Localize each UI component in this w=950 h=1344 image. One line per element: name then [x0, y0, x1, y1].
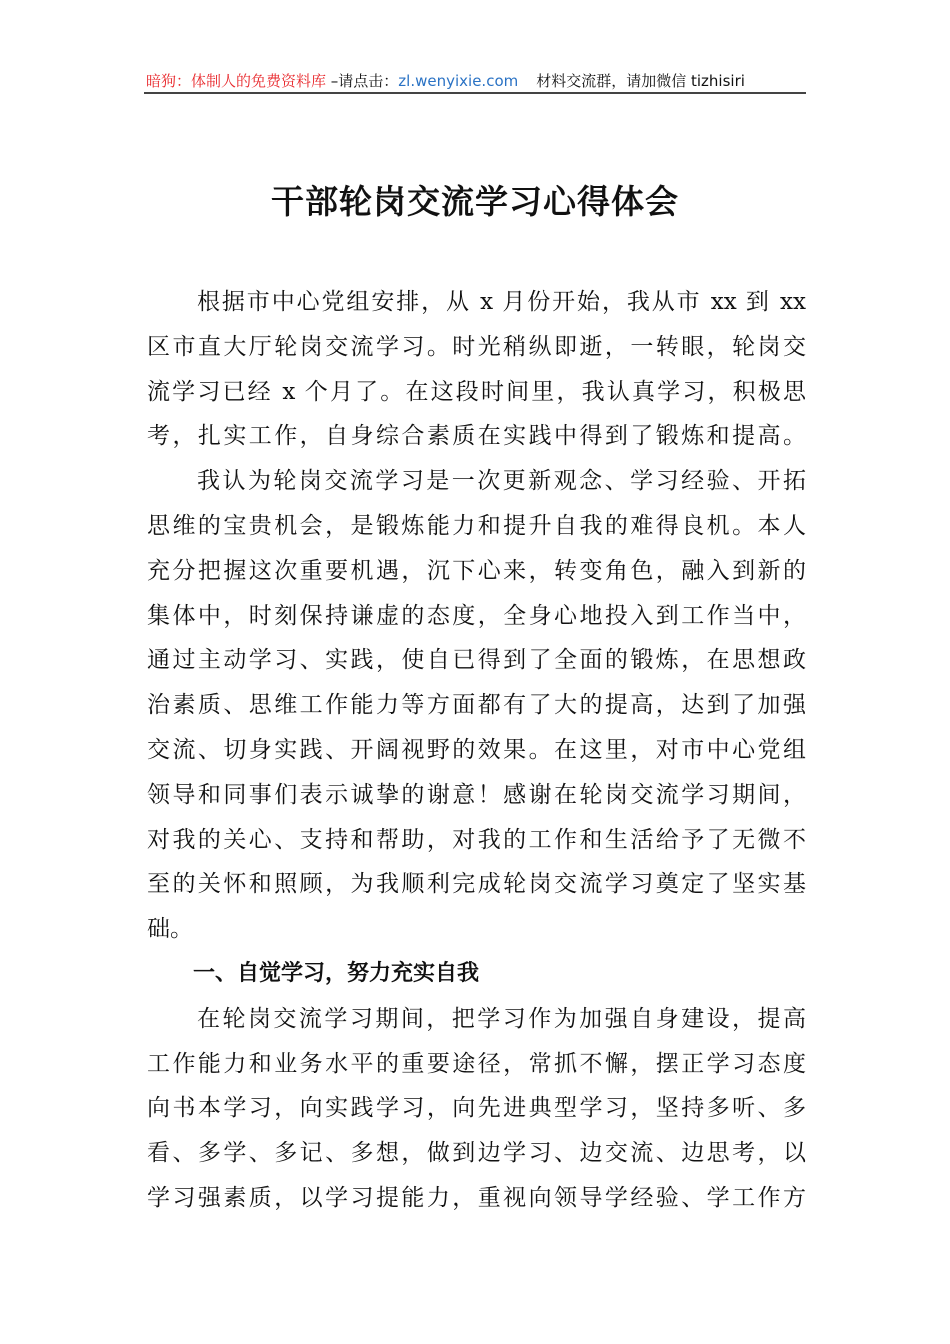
header-divider — [144, 92, 806, 94]
paragraph-line: 区市直大厅轮岗交流学习。时光稍纵即逝，一转眼，轮岗交 — [147, 333, 806, 360]
paragraph-line: 充分把握这次重要机遇，沉下心来，转变角色，融入到新的 — [147, 557, 806, 584]
promo-link[interactable]: zl.wenyixie.com — [398, 72, 519, 90]
paragraph-line: 考，扎实工作，自身综合素质在实践中得到了锻炼和提高。 — [147, 423, 806, 450]
paragraph-line: 对我的关心、支持和帮助，对我的工作和生活给予了无微不 — [147, 826, 806, 853]
paragraph-line: 我认为轮岗交流学习是一次更新观念、学习经验、开拓 — [197, 468, 806, 495]
paragraph-line: 至的关怀和照顾，为我顺利完成轮岗交流学习奠定了坚实基 — [147, 871, 806, 898]
paragraph-line: 交流、切身实践、开阔视野的效果。在这里，对市中心党组 — [147, 736, 806, 763]
paragraph-line: 在轮岗交流学习期间，把学习作为加强自身建设，提高 — [197, 1005, 806, 1032]
paragraph-line: 集体中，时刻保持谦虚的态度，全身心地投入到工作当中， — [147, 602, 806, 629]
paragraph-line: 学习强素质，以学习提能力，重视向领导学经验、学工作方 — [147, 1184, 806, 1211]
paragraph-line: 通过主动学习、实践，使自已得到了全面的锻炼，在思想政 — [147, 647, 806, 674]
promo-contact: 材料交流群，请加微信 tizhisiri — [536, 72, 745, 90]
document-body — [147, 280, 806, 1221]
document-title: 干部轮岗交流学习心得体会 — [271, 182, 679, 221]
paragraph-line: 看、多学、多记、多想，做到边学习、边交流、边思考，以 — [147, 1140, 806, 1167]
paragraph-line: 向书本学习，向实践学习，向先进典型学习，坚持多听、多 — [147, 1095, 806, 1122]
promo-prompt: –请点击： — [326, 72, 399, 90]
section-heading: 一、自觉学习，努力充实自我 — [193, 960, 480, 986]
paragraph-line: 工作能力和业务水平的重要途径，常抓不懈，摆正学习态度 — [147, 1050, 806, 1077]
paragraph-line: 根据市中心党组安排，从 x 月份开始，我从市 xx 到 xx — [197, 289, 806, 315]
paragraph-line: 领导和同事们表示诚挚的谢意！感谢在轮岗交流学习期间， — [147, 781, 806, 808]
paragraph-line: 思维的宝贵机会，是锻炼能力和提升自我的难得良机。本人 — [147, 512, 806, 539]
promo-text: 暗狗：体制人的免费资料库 — [146, 72, 327, 90]
promo-header — [146, 70, 806, 92]
paragraph-line: 治素质、思维工作能力等方面都有了大的提高，达到了加强 — [147, 692, 806, 719]
paragraph-line: 流学习已经 x 个月了。在这段时间里，我认真学习，积极思 — [147, 378, 806, 405]
paragraph-line: 础。 — [147, 916, 193, 943]
